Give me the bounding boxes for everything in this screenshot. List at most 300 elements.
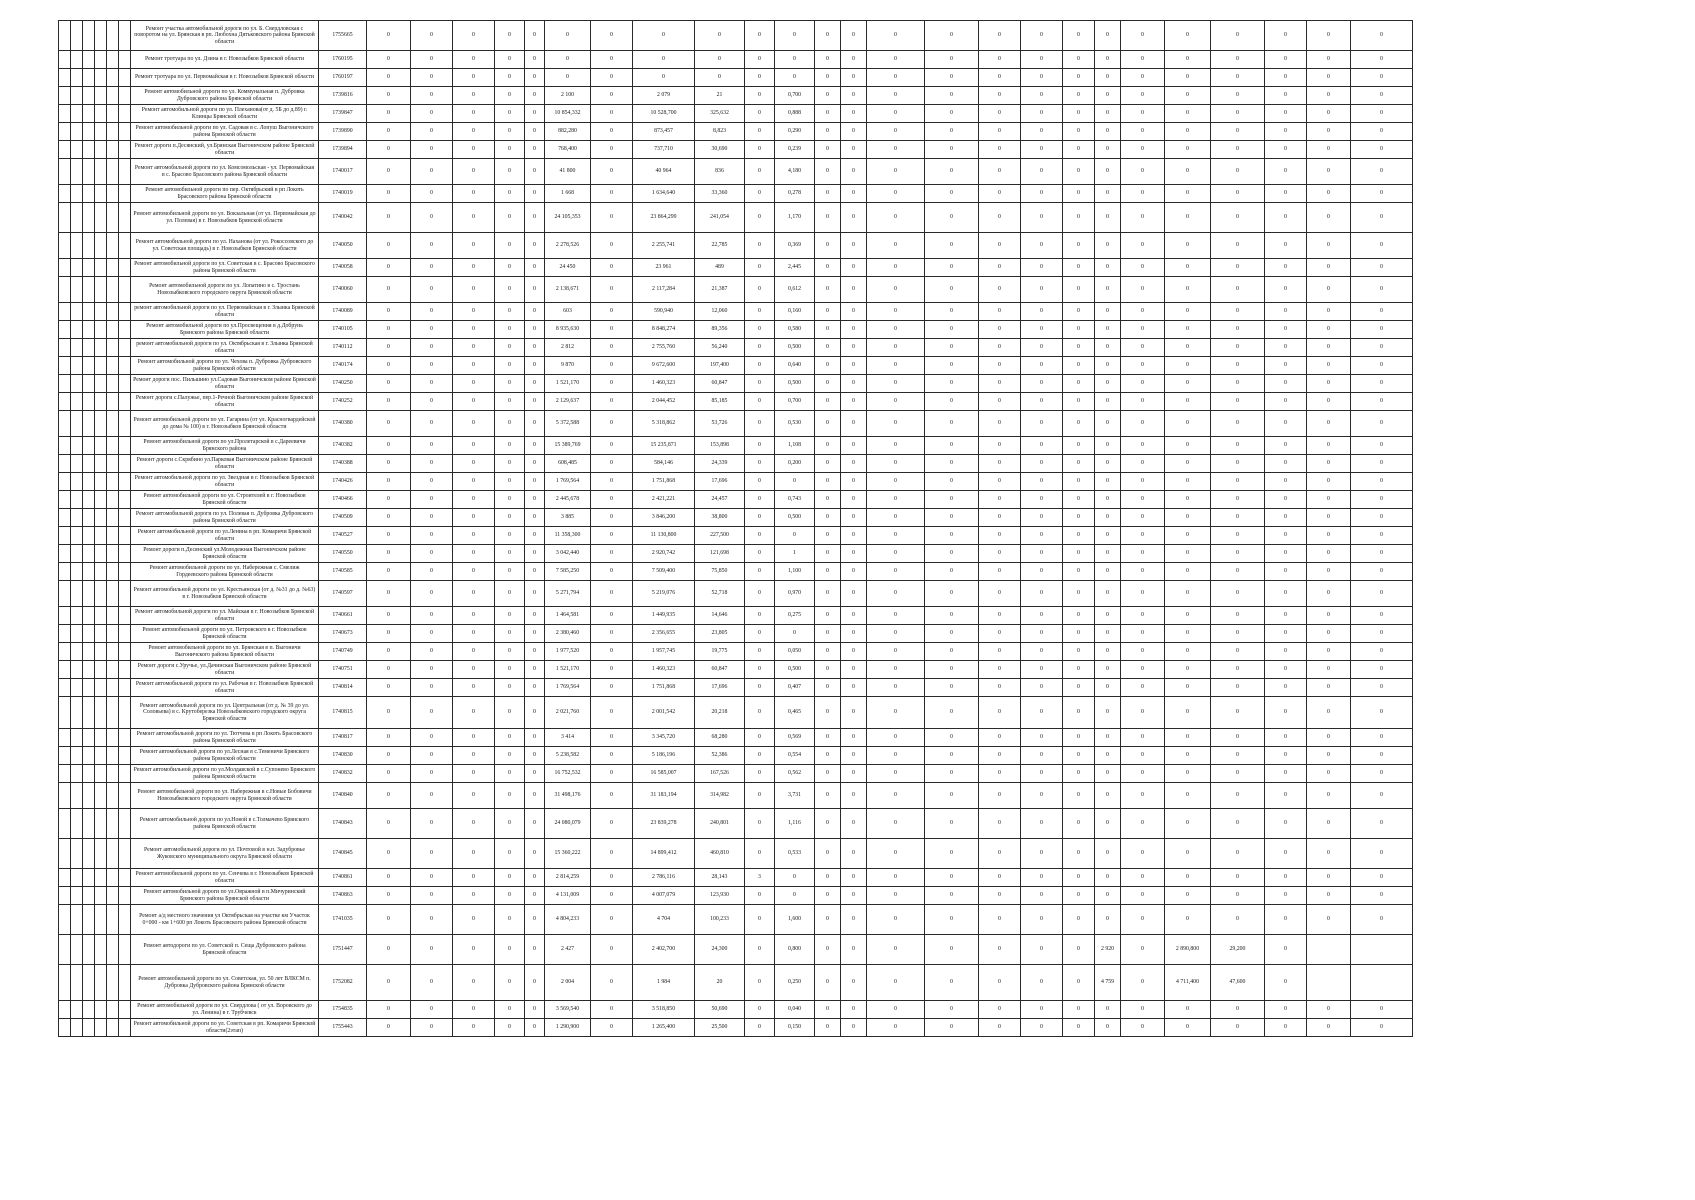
value-cell: 0 (525, 607, 545, 625)
table-row (59, 203, 1413, 233)
value-cell: 0 (1095, 887, 1121, 905)
value-cell: 0 (1063, 935, 1095, 965)
value-cell: 0 (815, 839, 841, 869)
blank-cell (71, 679, 83, 697)
value-cell: 2 356,655 (633, 625, 695, 643)
value-cell: 3 846,200 (633, 509, 695, 527)
blank-cell (107, 159, 119, 185)
value-cell: 3 345,720 (633, 729, 695, 747)
value-cell: 0 (1211, 87, 1265, 105)
blank-cell (95, 643, 107, 661)
blank-cell (95, 411, 107, 437)
object-name-cell: Ремонт автомобильной дороги по ул. Комсомольская - ул. Первомайская в с. Брасово Брасовского района Брянской области (131, 159, 319, 185)
value-cell: 0 (525, 839, 545, 869)
value-cell: 0 (453, 123, 495, 141)
blank-cell (119, 783, 131, 809)
value-cell: 0 (367, 643, 411, 661)
value-cell: 0 (453, 203, 495, 233)
blank-cell (71, 141, 83, 159)
value-cell: 0 (695, 21, 745, 51)
blank-cell (83, 869, 95, 887)
value-cell: 85,185 (695, 393, 745, 411)
value-cell: 0 (367, 437, 411, 455)
value-cell: 0 (591, 509, 633, 527)
blank-cell (83, 87, 95, 105)
blank-cell (119, 491, 131, 509)
blank-cell (119, 679, 131, 697)
object-code-cell: 1739816 (319, 87, 367, 105)
value-cell: 0 (745, 357, 775, 375)
blank-cell (83, 21, 95, 51)
value-cell: 1 265,400 (633, 1019, 695, 1037)
object-code-cell: 1740817 (319, 729, 367, 747)
value-cell: 0 (979, 563, 1021, 581)
value-cell: 0 (1063, 259, 1095, 277)
value-cell: 0 (1307, 123, 1351, 141)
blank-cell (59, 679, 71, 697)
blank-cell (95, 185, 107, 203)
value-cell: 0 (979, 679, 1021, 697)
value-cell: 0 (1211, 887, 1265, 905)
value-cell: 0 (745, 809, 775, 839)
value-cell: 10 854,332 (545, 105, 591, 123)
value-cell: 0 (815, 527, 841, 545)
value-cell: 0 (591, 277, 633, 303)
value-cell: 5 271,794 (545, 581, 591, 607)
value-cell: 0 (411, 965, 453, 1001)
value-cell: 0 (867, 887, 925, 905)
blank-cell (95, 473, 107, 491)
value-cell: 0 (1095, 105, 1121, 123)
blank-cell (71, 839, 83, 869)
value-cell: 0 (775, 21, 815, 51)
blank-cell (59, 51, 71, 69)
blank-cell (95, 783, 107, 809)
value-cell: 0 (1095, 869, 1121, 887)
value-cell: 0 (1265, 783, 1307, 809)
value-cell: 0 (925, 51, 979, 69)
value-cell: 0 (775, 869, 815, 887)
value-cell: 0 (745, 87, 775, 105)
value-cell: 0 (1021, 185, 1063, 203)
object-name-cell: Ремонт автомобильной дороги по ул. Лопатино в с. Тростань Новозыбковского городского округа Брянской области (131, 277, 319, 303)
blank-cell (107, 545, 119, 563)
value-cell: 0 (1021, 51, 1063, 69)
value-cell: 0 (841, 259, 867, 277)
object-code-cell: 1741035 (319, 905, 367, 935)
value-cell: 0 (815, 259, 841, 277)
blank-cell (95, 839, 107, 869)
value-cell: 0 (495, 69, 525, 87)
value-cell: 0 (1265, 729, 1307, 747)
value-cell: 0 (1121, 393, 1165, 411)
value-cell: 30,690 (695, 141, 745, 159)
value-cell: 0,040 (775, 1001, 815, 1019)
value-cell: 0 (1265, 437, 1307, 455)
value-cell: 0 (1063, 375, 1095, 393)
value-cell: 0 (1165, 51, 1211, 69)
value-cell: 0 (979, 581, 1021, 607)
value-cell: 3 414 (545, 729, 591, 747)
value-cell: 0 (979, 303, 1021, 321)
value-cell: 0 (495, 747, 525, 765)
value-cell: 0 (411, 905, 453, 935)
value-cell: 11 358,300 (545, 527, 591, 545)
value-cell: 24,300 (695, 935, 745, 965)
value-cell: 0 (1211, 491, 1265, 509)
value-cell: 3 569,540 (545, 1001, 591, 1019)
value-cell: 0 (979, 729, 1021, 747)
blank-cell (59, 527, 71, 545)
blank-cell (83, 697, 95, 729)
blank-cell (59, 87, 71, 105)
value-cell: 0 (1121, 159, 1165, 185)
value-cell: 8 935,630 (545, 321, 591, 339)
blank-cell (107, 233, 119, 259)
value-cell: 0 (1121, 259, 1165, 277)
value-cell: 0 (1063, 141, 1095, 159)
value-cell: 0 (1351, 783, 1413, 809)
blank-cell (59, 277, 71, 303)
value-cell: 0 (1095, 277, 1121, 303)
value-cell: 40 964 (633, 159, 695, 185)
value-cell: 0 (745, 905, 775, 935)
blank-cell (107, 965, 119, 1001)
value-cell: 0 (367, 869, 411, 887)
blank-cell (71, 607, 83, 625)
value-cell: 0 (1211, 123, 1265, 141)
value-cell: 0,278 (775, 185, 815, 203)
value-cell: 0 (1307, 887, 1351, 905)
value-cell: 0 (815, 159, 841, 185)
value-cell: 0 (1307, 809, 1351, 839)
value-cell: 0 (1121, 87, 1165, 105)
value-cell: 0 (453, 159, 495, 185)
value-cell: 31 183,194 (633, 783, 695, 809)
value-cell: 0 (1211, 159, 1265, 185)
blank-cell (71, 473, 83, 491)
value-cell: 0 (979, 509, 1021, 527)
blank-cell (119, 233, 131, 259)
value-cell: 0 (591, 357, 633, 375)
value-cell: 0 (1095, 259, 1121, 277)
table-row (59, 625, 1413, 643)
value-cell: 0 (591, 869, 633, 887)
blank-cell (83, 141, 95, 159)
blank-cell (107, 679, 119, 697)
value-cell: 0 (1307, 625, 1351, 643)
value-cell: 0 (1021, 869, 1063, 887)
value-cell: 0 (411, 545, 453, 563)
value-cell: 0 (411, 473, 453, 491)
table-row (59, 965, 1413, 1001)
value-cell: 0 (1063, 21, 1095, 51)
value-cell: 16 752,532 (545, 765, 591, 783)
value-cell: 0 (867, 1019, 925, 1037)
blank-cell (119, 357, 131, 375)
value-cell: 0 (525, 411, 545, 437)
value-cell: 0 (1265, 303, 1307, 321)
value-cell: 0 (925, 545, 979, 563)
blank-cell (83, 1019, 95, 1037)
value-cell: 0 (1265, 339, 1307, 357)
value-cell: 0,200 (775, 455, 815, 473)
blank-cell (59, 509, 71, 527)
object-name-cell: Ремонт автомобильной дороги по ул. Петровского в г. Новозыбков Брянской области (131, 625, 319, 643)
table-row (59, 887, 1413, 905)
value-cell: 0 (1021, 233, 1063, 259)
value-cell: 0 (745, 411, 775, 437)
value-cell: 0 (1021, 357, 1063, 375)
blank-cell (119, 747, 131, 765)
blank-cell (95, 679, 107, 697)
value-cell: 0 (925, 527, 979, 545)
value-cell: 0 (1351, 233, 1413, 259)
value-cell: 0 (591, 105, 633, 123)
value-cell: 0 (1021, 455, 1063, 473)
blank-cell (83, 69, 95, 87)
value-cell: 0 (1265, 87, 1307, 105)
value-cell: 2 004 (545, 965, 591, 1001)
value-cell: 0 (925, 809, 979, 839)
value-cell: 0 (453, 411, 495, 437)
value-cell: 1 957,745 (633, 643, 695, 661)
blank-cell (71, 809, 83, 839)
value-cell: 0 (1063, 1019, 1095, 1037)
value-cell: 0 (867, 87, 925, 105)
value-cell: 325,632 (695, 105, 745, 123)
blank-cell (107, 437, 119, 455)
blank-cell (95, 123, 107, 141)
value-cell: 0 (841, 545, 867, 563)
object-name-cell: Ремонт автомобильной дороги по ул. Строителей в г. Новозыбков Брянской области (131, 491, 319, 509)
blank-cell (95, 697, 107, 729)
value-cell: 241,054 (695, 203, 745, 233)
blank-cell (95, 203, 107, 233)
value-cell: 0 (1307, 473, 1351, 491)
value-cell: 0 (591, 141, 633, 159)
value-cell: 0 (1165, 1001, 1211, 1019)
blank-cell (71, 563, 83, 581)
value-cell: 0 (453, 277, 495, 303)
object-name-cell: Ремонт автомобильной дороги по ул. Сенчева в г. Новозыбков Брянской области (131, 869, 319, 887)
value-cell: 0 (525, 625, 545, 643)
value-cell: 0 (453, 527, 495, 545)
value-cell: 0 (1351, 185, 1413, 203)
value-cell: 0 (411, 765, 453, 783)
value-cell: 0 (841, 697, 867, 729)
value-cell: 0 (867, 935, 925, 965)
blank-cell (83, 473, 95, 491)
blank-cell (59, 491, 71, 509)
value-cell: 0 (411, 141, 453, 159)
value-cell: 0 (1211, 357, 1265, 375)
blank-cell (59, 839, 71, 869)
blank-cell (107, 661, 119, 679)
value-cell: 0 (815, 203, 841, 233)
blank-cell (71, 105, 83, 123)
blank-cell (107, 643, 119, 661)
value-cell: 0 (495, 375, 525, 393)
value-cell: 0 (979, 527, 1021, 545)
value-cell: 3,731 (775, 783, 815, 809)
value-cell: 0 (1211, 661, 1265, 679)
value-cell: 0 (1211, 1019, 1265, 1037)
blank-cell (119, 141, 131, 159)
value-cell: 0 (815, 935, 841, 965)
value-cell: 0 (925, 765, 979, 783)
value-cell: 0 (411, 1019, 453, 1037)
value-cell: 0 (1265, 839, 1307, 869)
value-cell: 0 (1307, 185, 1351, 203)
value-cell: 0 (1095, 203, 1121, 233)
value-cell: 2 079 (633, 87, 695, 105)
value-cell: 0 (867, 491, 925, 509)
blank-cell (95, 581, 107, 607)
value-cell: 0 (495, 321, 525, 339)
blank-cell (71, 123, 83, 141)
table-row (59, 607, 1413, 625)
value-cell: 0 (867, 455, 925, 473)
value-cell: 0 (867, 411, 925, 437)
object-name-cell: Ремонт дороги с.Палужье, пер.1-Речной Выгоничском районе Брянской области (131, 393, 319, 411)
blank-cell (95, 21, 107, 51)
value-cell: 52,386 (695, 747, 745, 765)
table-row (59, 141, 1413, 159)
value-cell: 0 (925, 455, 979, 473)
value-cell: 0 (867, 303, 925, 321)
object-name-cell: Ремонт автомобильной дороги по ул. Чехова п. Дубровка Дубровского района Брянской области (131, 357, 319, 375)
value-cell: 0 (453, 1019, 495, 1037)
value-cell: 0 (453, 509, 495, 527)
value-cell: 0 (591, 783, 633, 809)
value-cell: 0 (1063, 411, 1095, 437)
value-cell: 0 (1351, 69, 1413, 87)
object-code-cell: 1740089 (319, 303, 367, 321)
value-cell: 0 (1351, 527, 1413, 545)
value-cell: 0 (1095, 679, 1121, 697)
value-cell: 38,800 (695, 509, 745, 527)
blank-cell (119, 625, 131, 643)
value-cell: 0 (1211, 51, 1265, 69)
value-cell: 0 (867, 527, 925, 545)
value-cell: 0 (1265, 69, 1307, 87)
blank-cell (119, 1019, 131, 1037)
value-cell: 0 (745, 185, 775, 203)
object-code-cell: 1740845 (319, 839, 367, 869)
value-cell: 0 (1265, 1001, 1307, 1019)
blank-cell (107, 607, 119, 625)
value-cell: 0 (1021, 625, 1063, 643)
value-cell: 5 219,076 (633, 581, 695, 607)
value-cell: 0 (1095, 527, 1121, 545)
value-cell: 14,646 (695, 607, 745, 625)
value-cell: 0 (495, 783, 525, 809)
blank-cell (119, 87, 131, 105)
value-cell: 0 (1351, 105, 1413, 123)
value-cell: 0 (453, 375, 495, 393)
blank-cell (71, 159, 83, 185)
blank-cell (59, 661, 71, 679)
blank-cell (95, 545, 107, 563)
object-name-cell: Ремонт автомобильной дороги по ул. Набережная с. Смелиж Гордеевского района Брянской области (131, 563, 319, 581)
value-cell: 0 (495, 411, 525, 437)
blank-cell (119, 259, 131, 277)
value-cell: 0 (1095, 509, 1121, 527)
value-cell: 0 (1121, 661, 1165, 679)
value-cell: 2 044,452 (633, 393, 695, 411)
value-cell: 0 (495, 887, 525, 905)
value-cell: 0 (411, 661, 453, 679)
value-cell: 0 (411, 123, 453, 141)
value-cell: 0 (525, 21, 545, 51)
value-cell: 2 814,259 (545, 869, 591, 887)
table-row (59, 123, 1413, 141)
value-cell: 0 (1121, 185, 1165, 203)
value-cell: 0 (591, 809, 633, 839)
value-cell: 0 (1095, 607, 1121, 625)
value-cell: 0 (1351, 839, 1413, 869)
value-cell: 0 (453, 905, 495, 935)
value-cell: 0 (1021, 527, 1063, 545)
value-cell: 153,898 (695, 437, 745, 455)
value-cell: 0 (1121, 643, 1165, 661)
blank-cell (95, 809, 107, 839)
value-cell: 0 (867, 69, 925, 87)
value-cell: 0 (525, 697, 545, 729)
blank-cell (107, 473, 119, 491)
value-cell: 0 (525, 339, 545, 357)
value-cell: 25,500 (695, 1019, 745, 1037)
value-cell: 0 (841, 679, 867, 697)
value-cell: 0 (525, 887, 545, 905)
value-cell: 0 (495, 393, 525, 411)
value-cell: 0 (1095, 455, 1121, 473)
object-code-cell: 1740661 (319, 607, 367, 625)
value-cell: 0 (745, 491, 775, 509)
table-row (59, 1019, 1413, 1037)
blank-cell (119, 473, 131, 491)
value-cell: 0 (495, 491, 525, 509)
object-name-cell: Ремонт автомобильной дороги по ул. Советская в с. Брасово Брасовского района Брянской области (131, 259, 319, 277)
value-cell: 2 138,671 (545, 277, 591, 303)
blank-cell (59, 203, 71, 233)
value-cell: 0 (495, 21, 525, 51)
value-cell: 0 (1211, 869, 1265, 887)
blank-cell (71, 765, 83, 783)
value-cell: 0 (815, 185, 841, 203)
blank-cell (119, 643, 131, 661)
value-cell: 0 (367, 839, 411, 869)
object-code-cell: 1740749 (319, 643, 367, 661)
blank-cell (83, 783, 95, 809)
value-cell: 0 (367, 105, 411, 123)
table-row (59, 643, 1413, 661)
value-cell: 0 (1265, 869, 1307, 887)
blank-cell (107, 105, 119, 123)
value-cell: 0 (1211, 643, 1265, 661)
value-cell: 0 (979, 87, 1021, 105)
value-cell: 0 (367, 473, 411, 491)
value-cell: 0 (1021, 643, 1063, 661)
value-cell: 0 (815, 625, 841, 643)
value-cell: 1 984 (633, 965, 695, 1001)
value-cell: 0 (1351, 277, 1413, 303)
value-cell: 0 (495, 729, 525, 747)
blank-cell (83, 233, 95, 259)
value-cell: 0 (979, 661, 1021, 679)
value-cell: 0 (1021, 581, 1063, 607)
